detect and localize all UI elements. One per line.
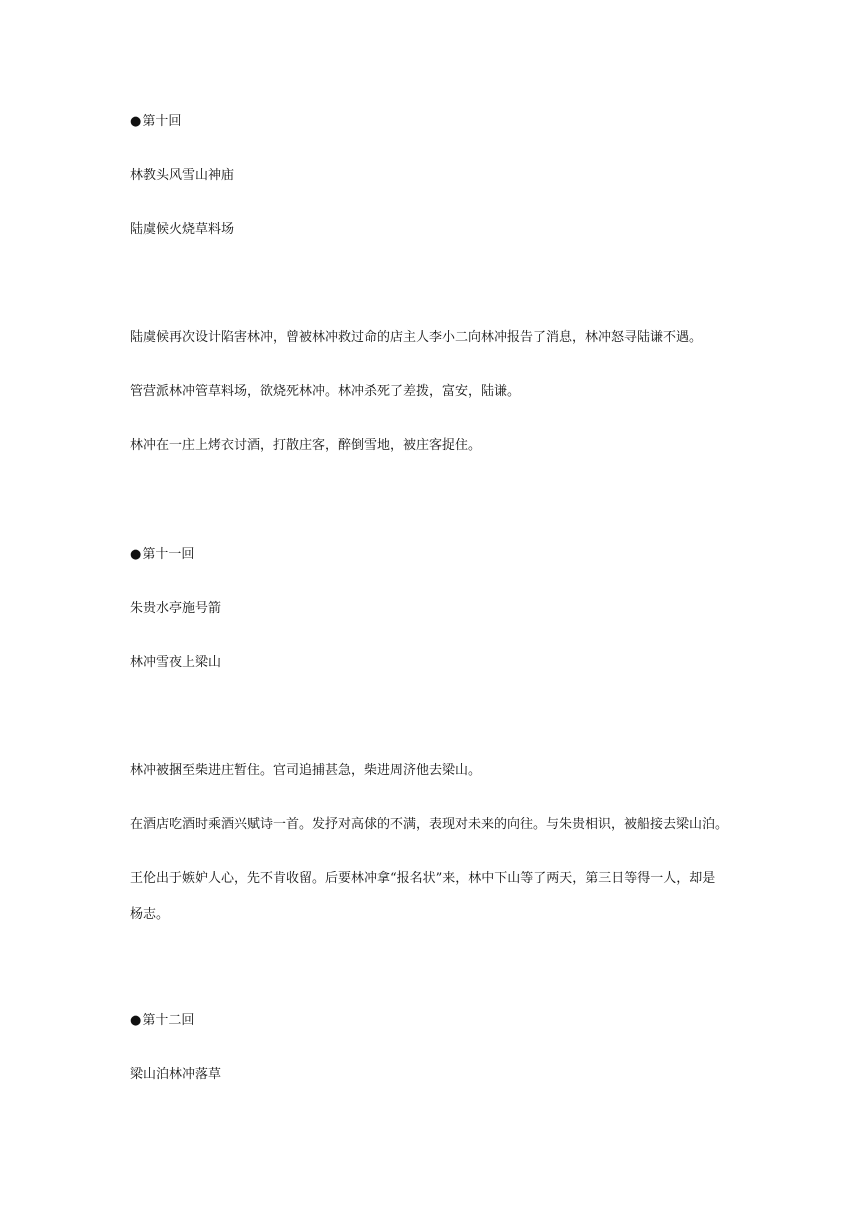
chapter-title-line: 梁山泊林冲落草 <box>130 1067 222 1082</box>
summary-paragraph: 在酒店吃酒时乘酒兴赋诗一首。发抒对高俅的不满，表现对未来的向往。与朱贵相识，被船接去梁山泊。 <box>130 817 729 832</box>
chapter-title-line: 陆虞候火烧草料场 <box>130 222 235 237</box>
summary-paragraph: 管营派林冲管草料场，欲烧死林冲。林冲杀死了差拨，富安，陆谦。 <box>130 384 521 399</box>
summary-paragraph-continuation: 杨志。 <box>130 907 170 922</box>
chapter-heading: ● 第十一回 <box>130 546 194 564</box>
summary-paragraph: 陆虞候再次设计陷害林冲，曾被林冲救过命的店主人李小二向林冲报告了消息，林冲怒寻陆谦不遇。 <box>130 330 703 345</box>
chapter-title-line: 林教头风雪山神庙 <box>130 168 235 183</box>
chapter-heading: ● 第十回 <box>130 113 181 131</box>
chapter-title-line: 朱贵水亭施号箭 <box>130 601 222 616</box>
summary-paragraph: 林冲在一庄上烤衣讨酒，打散庄客，醉倒雪地，被庄客捉住。 <box>130 438 482 453</box>
chapter-heading: ● 第十二回 <box>130 1012 194 1030</box>
summary-paragraph: 林冲被捆至柴进庄暂住。官司追捕甚急，柴进周济他去梁山。 <box>130 763 482 778</box>
summary-paragraph: 王伦出于嫉妒人心，先不肯收留。后要林冲拿“报名状”来，林中下山等了两天，第三日等得一人，却是 <box>130 871 716 886</box>
chapter-title-line: 林冲雪夜上梁山 <box>130 655 222 670</box>
